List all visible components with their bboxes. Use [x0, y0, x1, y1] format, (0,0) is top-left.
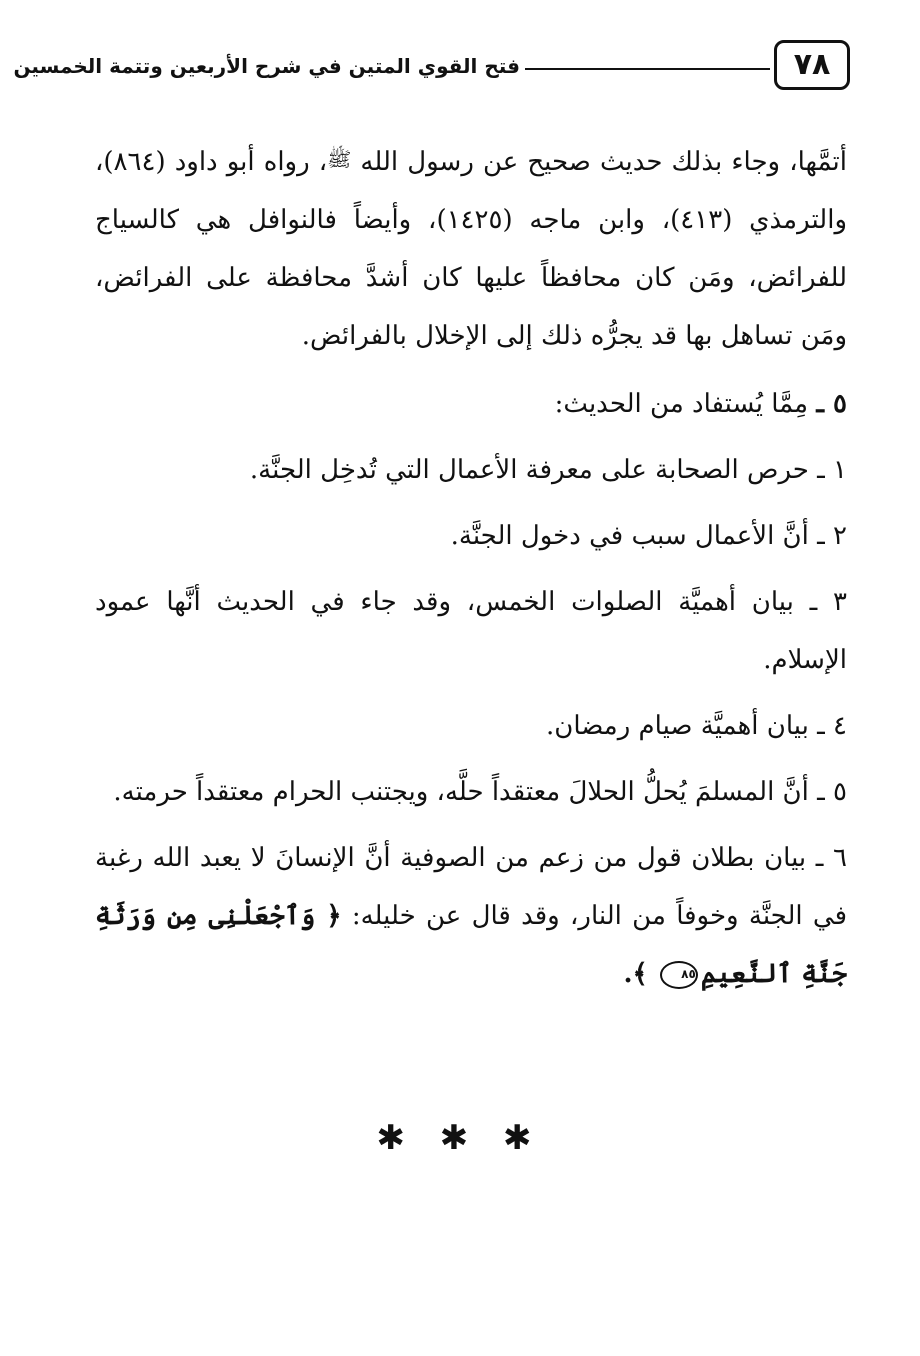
page-number [774, 40, 850, 90]
list-item-2: ٢ ـ أنَّ الأعمال سبب في دخول الجنَّة. [450, 521, 847, 551]
intro-paragraph [95, 130, 847, 365]
list-item-1: ١ ـ حرص الصحابة على معرفة الأعمال التي تُدخِل الجنَّة. [249, 455, 847, 485]
page-header [13, 40, 850, 96]
list-item-4: ٤ ـ بيان أهميَّة صيام رمضان. [545, 711, 847, 741]
verse-number-marker: ٨٥ [660, 961, 698, 989]
main-text [95, 130, 847, 1011]
section-heading [95, 375, 847, 433]
section-separator: ✱ ✱ ✱ [376, 1118, 544, 1158]
quran-close-bracket: ﴾. [623, 959, 648, 989]
section-heading-text: مِمَّا يُستفاد من الحديث: [554, 389, 809, 419]
list-item-3: ٣ ـ بيان أهميَّة الصلوات الخمس، وقد جاء في الحديث أنَّها عمود الإسلام. [95, 587, 847, 675]
salla-glyph: ﷺ [327, 147, 352, 171]
list-item-6-text: ٦ ـ بيان بطلان قول من زعم من الصوفية أنَّ الإنسانَ لا يعبد الله رغبة في الجنَّة وخوفاً من النار، وقد قال عن خليله: [95, 843, 848, 931]
list-item-5: ٥ ـ أنَّ المسلمَ يُحلُّ الحلالَ معتقداً حلَّه، ويجتنب الحرام معتقداً حرمته. [113, 777, 847, 807]
page-number-text: ٧٨ [793, 47, 831, 82]
intro-part1: أتمَّها، وجاء بذلك حديث صحيح عن رسول الله [360, 147, 847, 177]
list-item-6 [95, 829, 847, 1003]
quran-open-bracket: ﴿ [326, 901, 342, 931]
intro-part2: ، رواه أبو داود (٨٦٤)، والترمذي (٤١٣)، وابن ماجه (١٤٢٥)، وأيضاً فالنوافل هي كالسياج للفرائض، ومَن كان محافظاً عليها كان أشدَّ محافظة على الفرائض، ومَن تساهل بها قد يجرُّه ذلك إلى الإخلال بالفرائض. [95, 147, 847, 351]
section-number: ٥ ـ [816, 389, 847, 419]
running-title: فتح القوي المتين في شرح الأربعين وتتمة الخمسين [13, 54, 520, 78]
quran-verse-text: وَٱجْعَلْنِى مِن وَرَثَةِ جَنَّةِ ٱلنَّعِيمِ [95, 901, 847, 989]
header-rule [525, 68, 770, 70]
